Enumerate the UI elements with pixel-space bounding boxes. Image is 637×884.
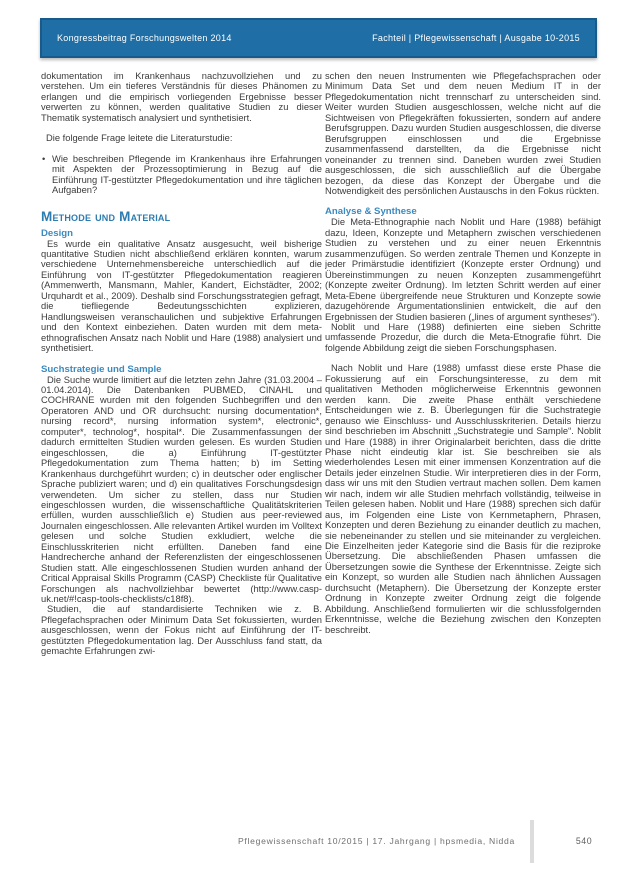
footer-divider-rule bbox=[530, 820, 534, 863]
paragraph-continued: schen den neuen Instrumenten wie Pflegefachsprachen oder Minimum Data Set und dem neuen Medium IT in der Pflegedokumentation nicht trennscharf zu unterscheiden sind. Weiter wurden Studien ausgeschlossen, welche nicht auf die Sichtweisen von Pflegekräften fokussierten, sondern auf andere Berufsgruppen. Dazu wurden Studien ausgeschlossen, die diverse Berufsgruppen einschlossen und die Ergebnisse zusammenfassend darstellten, da die Ergebnisse nicht voneinander zu trennen sind. Daneben wurden zwei Studien ausgeschlossen, die sich ausschließlich auf die Übergabe bezogen, da diese das Konzept der Übergabe und die Notwendigkeit des persönlichen Austauschs in den Fokus rückten. bbox=[325, 71, 601, 196]
paragraph-continued: dokumentation im Krankenhaus nachzuvollziehen und zu verstehen. Um ein tieferes Verständnis für dieses Phänomen zu erlangen und die empirisch vorliegenden Ergebnisse besser verwerten zu können, werden qualitative Studien zu dieser Thematik systematisch analysiert und synthetisiert. bbox=[41, 71, 322, 123]
spacer bbox=[41, 196, 322, 209]
research-question-text: Wie beschreiben Pflegende im Krankenhaus ihre Erfahrungen mit Aspekten der Prozessoptimierung in Bezug auf die Einführung IT-gestützter Pflegedokumentation und ihre täglichen Aufgaben? bbox=[52, 153, 322, 196]
paragraph-prozedur: Noblit und Hare (1988) definierten eine sieben Schritte umfassende Prozedur, die durch die Meta-Etnografie führt. Die folgende Abbildung zeigt die sieben Forschungsphasen. bbox=[325, 321, 601, 353]
subheading-design: Design bbox=[41, 227, 73, 239]
spacer bbox=[41, 354, 322, 364]
spacer bbox=[41, 144, 322, 154]
section-heading-methode: Methode und Material bbox=[41, 208, 171, 224]
bullet-icon: • bbox=[42, 153, 46, 164]
research-question-bullet bbox=[41, 154, 322, 196]
footer-journal-line: Pflegewissenschaft 10/2015 | 17. Jahrgang | hpsmedia, Nidda bbox=[238, 836, 515, 846]
header-left-text: Kongressbeitrag Forschungswelten 2014 bbox=[57, 33, 232, 43]
paragraph-ausschluss: Studien, die auf standardisierte Techniken wie z. B. Pflegefachsprachen oder Minimum Data Set fokussierten, wurden ausgeschlossen, wenn der Fokus nicht auf Einführung der IT-gestützten Pflegedokumentation lag. Der Ausschluss fand statt, da gemachte Erfahrungen zwi- bbox=[41, 604, 322, 657]
spacer bbox=[325, 353, 601, 363]
paragraph-phasen: Nach Noblit und Hare (1988) umfasst diese erste Phase die Fokussierung auf ein Forschungsinteresse, zu dem mit qualitativen Methoden möglicherweise Erkenntnis gewonnen werden kann. Die zweite Phase enthält verschiedene Entscheidungen wie z. B. Überlegungen für die Suchstrategie genauso wie Einschluss- und Ausschlusskriterien. Details hierzu sind beschrieben im Abschnitt „Suchstrategie und Sample“. Noblit und Hare (1988) in ihrer Originalarbeit berichten, dass die dritte Phase nicht eindeutig klar ist. Sie beschreiben sie als wiederholendes Lesen mit einer immensen Konzentration auf die Details jeder einzelnen Studie. Wir interpretieren dies in der Form, dass wir uns mit den Studien vertraut machen sollen. Dem kamen wir nach, indem wir alle Studien mehrfach vollständig, teilweise in Teilen gelesen haben. Noblit und Hare (1988) sprechen sich dafür aus, im Folgenden eine Liste von Kernmetaphern, Phrasen, Konzepten und deren Beziehung zu einander deutlich zu machen, sie nebeneinander zu stellen und sie miteinander zu vergleichen. Die Einzelheiten jeder Kategorie sind die Basis für die reziproke Übersetzung. Die abschließenden Phasen umfassen die Übersetzungen sowie die Synthese der Erkenntnisse. Zeigte sich ein Konzept, so wurden alle Studien nach ähnlichen Aussagen durchsucht (Metaphern). Die Übersetzung der Konzepte erster Ordnung in Konzepte zweiter Ordnung zeigt die folgende Abbildung. Anschließend formulierten wir die schlussfolgernden Erkenntnisse, welche die Beziehung zwischen den Konzepten beschreibt. bbox=[325, 363, 601, 635]
header-right-text: Fachteil | Pflegewissenschaft | Ausgabe 10-2015 bbox=[372, 33, 580, 43]
subheading-analyse: Analyse & Synthese bbox=[325, 206, 417, 218]
left-column bbox=[41, 71, 322, 821]
spacer bbox=[325, 196, 601, 206]
paragraph-design: Es wurde ein qualitative Ansatz ausgesucht, weil bisherige quantitative Studien nicht abschließend erklären konnten, warum verschiedene Unternehmensbereiche unterschiedlich auf die Einführung von IT-gestützter Pflegedokumentation reagieren (Ammenwerth, Mansmann, Mahler, Kandert, Eichstädter, 2002; Urquhardt et al., 2009). Deshalb sind Forschungsstrategien gefragt, die tiefliegende Bedeutungsschichten explizieren, Handlungsweisen veranschaulichen und subjektive Erfahrungen und den Kontext einbeziehen. Daten wurden mit dem meta-ethnografischen Ansatz nach Noblit und Hare (1988) analysiert und synthetisiert. bbox=[41, 238, 322, 354]
subheading-suchstrategie: Suchstrategie und Sample bbox=[41, 363, 162, 375]
footer-page-number: 540 bbox=[575, 836, 593, 846]
lead-in-line: Die folgende Frage leitete die Literaturstudie: bbox=[46, 133, 233, 144]
paragraph-analyse: Die Meta-Ethnographie nach Noblit und Hare (1988) befähigt dazu, Ideen, Konzepte und Metaphern zwischen verschiedenen Studien zu verstehen und zu einer neuen Erkenntnis zusammenzufügen. So werden zentrale Themen und Konzepte in jeder Primärstudie identifiziert (Konzepte erster Ordnung) und Übereinstimmungen zu neuen Konzepten zusammengeführt (Konzepte zweiter Ordnung). Im letzten Schritt werden auf einer Meta-Ebene übergreifende neue Strukturen und Konzepte sowie dazugehörende Argumentationslinien entwickelt, die auf den Ergebnissen der Studien basieren („lines of argument syntheses“). bbox=[325, 217, 601, 322]
header-bar bbox=[40, 18, 597, 58]
spacer bbox=[41, 123, 322, 133]
paragraph-suchstrategie: Die Suche wurde limitiert auf die letzten zehn Jahre (31.03.2004 – 01.04.2014). Die Datenbanken PUBMED, CINAHL und COCHRANE wurden mit den folgenden Suchbegriffen und den Operatoren AND und OR durchsucht: nursing documentation*, nursing record*, nursing information system*, electronic*, computer*, technolog*, hospital*. Die Zusammenfassungen der dadurch ermittelten Studien wurden gelesen. Es wurden Studien eingeschlossen, die a) Einführung IT-gestützter Pflegedokumentation zum Thema hatten; b) im Setting Krankenhaus durchgeführt wurden; c) in deutscher oder englischer Sprache publiziert waren; und d) ein qualitatives Forschungsdesign verwendeten. Um sicher zu stellen, dass nur Studien eingeschlossen wurden, die wissenschaftliche Qualitätskriterien erfüllen, wurden ausschließlich e) Studien aus peer-reviewed Journalen eingeschlossen. Alle relevanten Artikel wurden im Volltext gelesen und solche Studien exkludiert, welche die Einschlusskriterien nicht erfüllten. Daneben fand eine Handrecherche anhand der Referenzlisten der eingeschlossenen Studien statt. Alle eingeschlossenen Studien wurden anhand der Critical Appraisal Skills Programm (CASP) Checkliste für Qualitative Forschungen als nachvollziehbar bewertet (http://www.casp-uk.net/#!casp-tools-checklists/c18f8). bbox=[41, 374, 322, 605]
right-column bbox=[325, 71, 601, 821]
